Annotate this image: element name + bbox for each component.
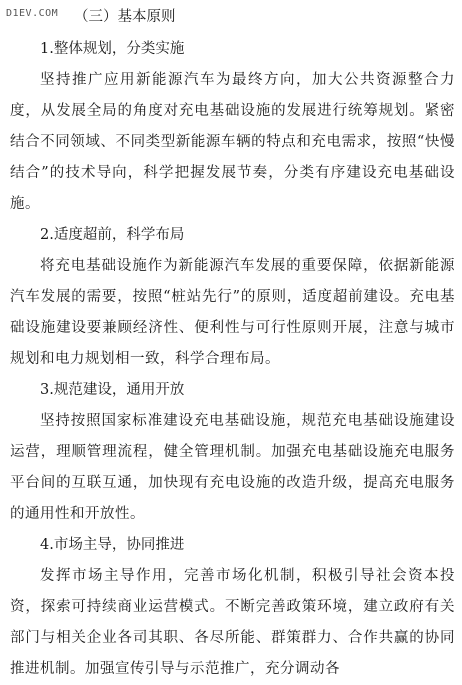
principle-heading-1: 1.整体规划，分类实施 <box>40 41 185 57</box>
principle-body-3: 坚持按照国家标准建设充电基础设施，规范充电基础设施建设运营，理顺管理流程，健全管理机制。加强充电基础设施充电服务平台间的互联互通，加快现有充电设施的改造升级，提高充电服务的通用性和开放性。 <box>10 413 455 522</box>
section-title: （三）基本原则 <box>74 9 176 25</box>
principle-body-1: 坚持推广应用新能源汽车为最终方向，加大公共资源整合力度，从发展全局的角度对充电基础设施的发展进行统筹规划。紧密结合不同领域、不同类型新能源车辆的特点和充电需求，按照“快慢结合”的技术导向，科学把握发展节奏，分类有序建设充电基础设施。 <box>10 72 455 212</box>
principle-body-2: 将充电基础设施作为新能源汽车发展的重要保障，依据新能源汽车发展的需要，按照“桩站先行”的原则，适度超前建设。充电基础设施建设要兼顾经济性、便利性与可行性原则开展，注意与城市规划和电力规划相一致，科学合理布局。 <box>10 258 455 367</box>
principle-body-4: 发挥市场主导作用，完善市场化机制，积极引导社会资本投资，探索可持续商业运营模式。不断完善政策环境，建立政府有关部门与相关企业各司其职、各尽所能、群策群力、合作共赢的协同推进机制。加强宣传引导与示范推广，充分调动各 <box>10 568 455 677</box>
principle-heading-3: 3.规范建设，通用开放 <box>40 382 185 398</box>
document-body <box>10 34 455 685</box>
watermark: D1EV.COM <box>6 8 59 19</box>
principle-heading-4: 4.市场主导，协同推进 <box>40 537 185 553</box>
principle-heading-2: 2.适度超前，科学布局 <box>40 227 185 243</box>
